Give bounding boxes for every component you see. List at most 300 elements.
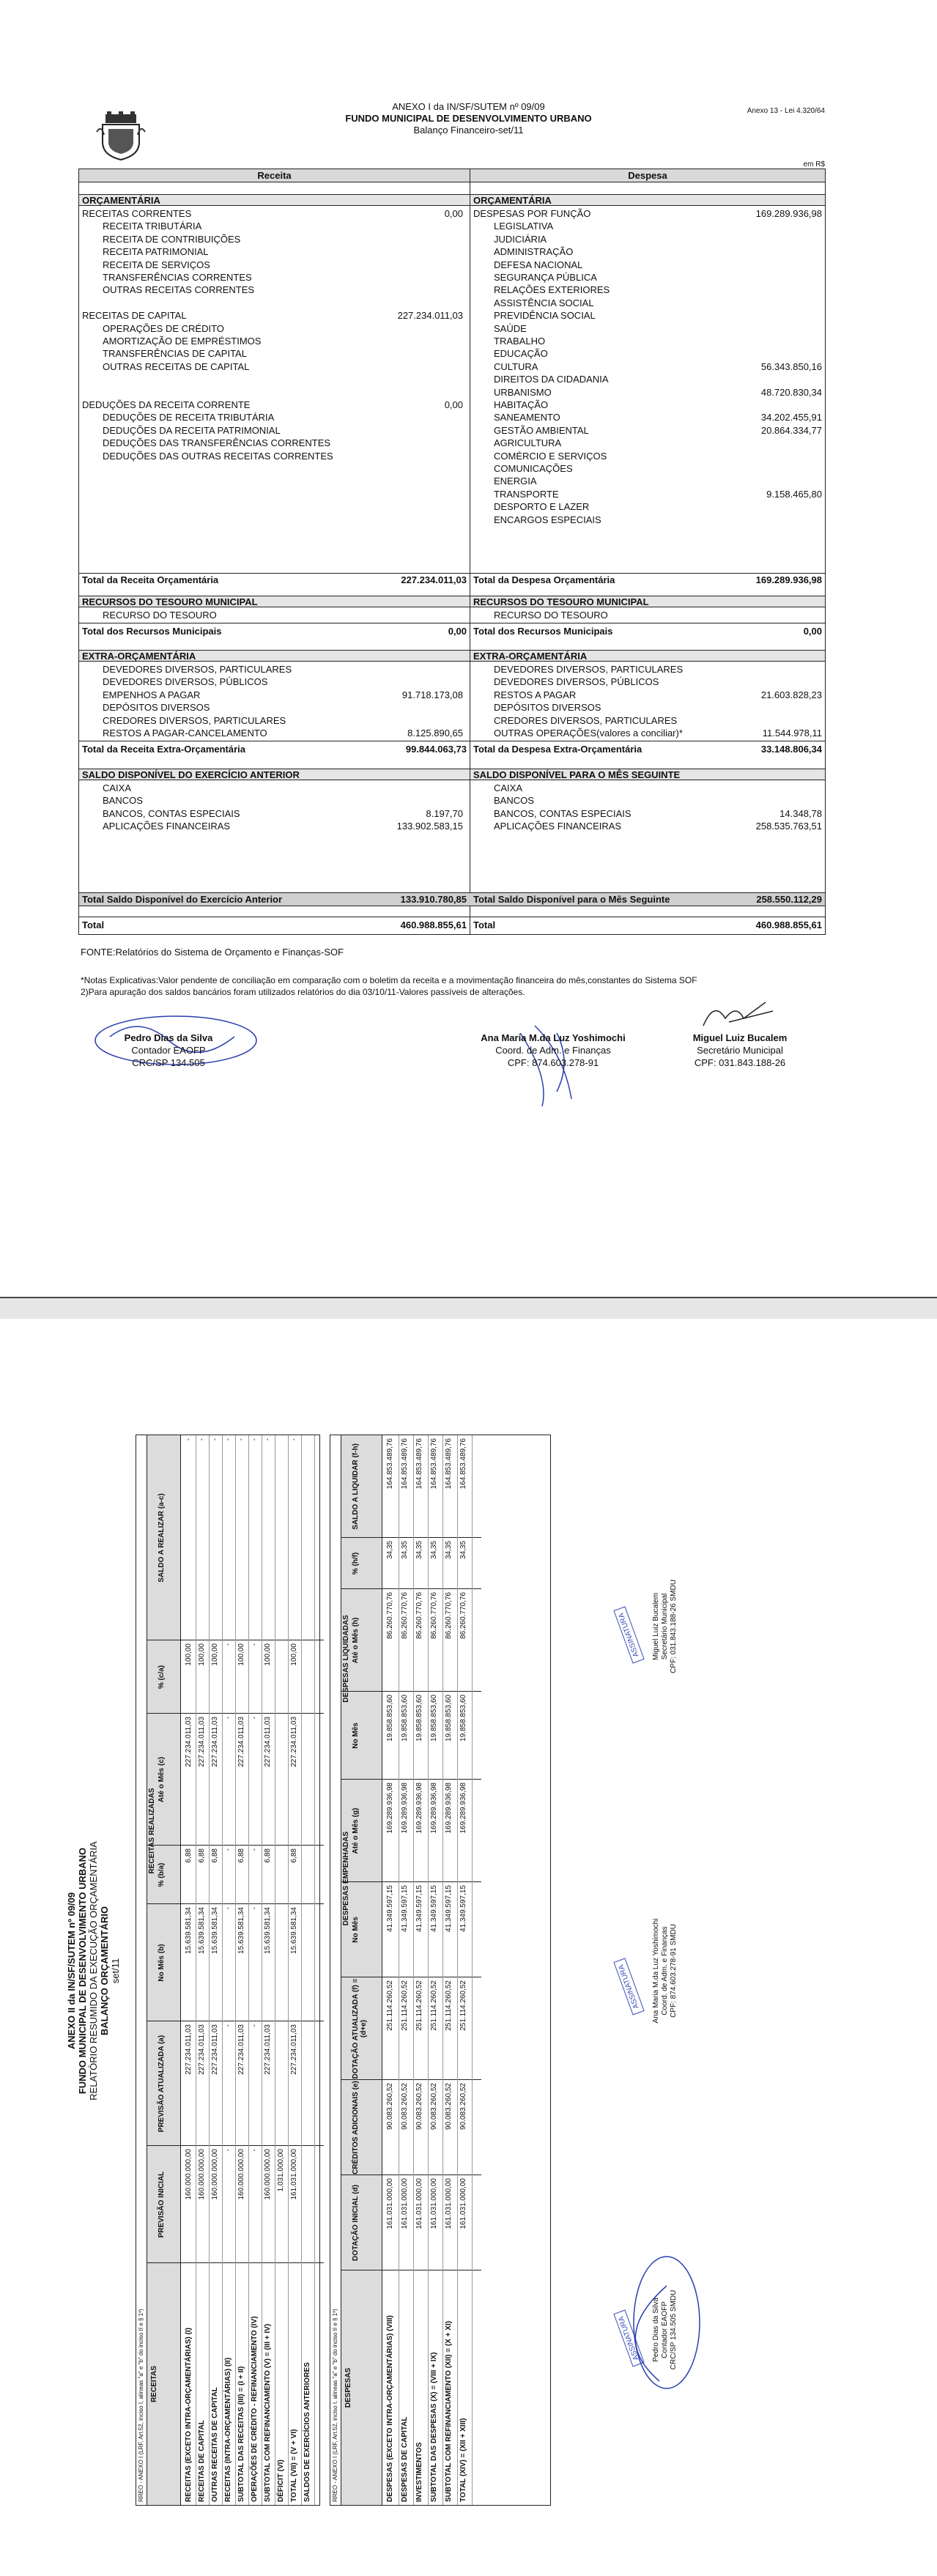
list-item bbox=[473, 322, 822, 335]
total-saldo-anterior bbox=[82, 893, 467, 906]
column-header-receita: Receita bbox=[79, 169, 470, 182]
table-cell: 227.234.011,03 bbox=[237, 1717, 245, 1767]
list-item bbox=[473, 676, 822, 688]
table-cell: 86.260.770,76 bbox=[445, 1592, 453, 1639]
row-label: OPERAÇÕES DE CRÉDITO bbox=[103, 322, 224, 334]
rotated-report bbox=[66, 1429, 872, 2513]
table-row-label: SUBTOTAL DAS DESPESAS (X) = (VIII + IX) bbox=[430, 2352, 438, 2502]
signer-name: Miguel Luiz Bucalem bbox=[692, 1032, 788, 1043]
currency-unit: em R$ bbox=[803, 160, 825, 169]
table-row-label: SUBTOTAL COM REFINANCIAMENTO (XII) = (X + XI) bbox=[445, 2320, 453, 2502]
row-label: OUTRAS OPERAÇÕES(valores a conciliar)* bbox=[494, 728, 683, 739]
column-header: Até o Mês (c) bbox=[158, 1756, 166, 1803]
row-label: BANCOS, CONTAS ESPECIAIS bbox=[494, 807, 632, 819]
total-recursos-left bbox=[82, 625, 467, 637]
total-label: Total Saldo Disponível para o Mês Seguinte bbox=[473, 894, 670, 905]
table-row-label: TOTAL (XIV) = (XII + XIII) bbox=[459, 2418, 467, 2502]
list-item bbox=[82, 245, 463, 258]
table-cell: - bbox=[211, 1438, 219, 1441]
section-saldo-left: SALDO DISPONÍVEL DO EXERCÍCIO ANTERIOR bbox=[79, 769, 470, 780]
row-divider bbox=[457, 1435, 458, 2505]
column-header: No Mês bbox=[352, 1722, 360, 1749]
column-header: CRÉDITOS ADICIONAIS (e) bbox=[352, 2081, 360, 2175]
row-label: RECEITA DE SERVIÇOS bbox=[103, 259, 210, 270]
table-cell: - bbox=[264, 1438, 272, 1441]
row-label: DEDUÇÕES DA RECEITA PATRIMONIAL bbox=[103, 424, 281, 436]
section-tesouro-right: RECURSOS DO TESOURO MUNICIPAL bbox=[470, 596, 825, 607]
row-value: 20.864.334,77 bbox=[760, 424, 822, 436]
list-item bbox=[82, 271, 463, 284]
signer-doc: CRC/SP 134.505 SMDU bbox=[670, 2290, 678, 2370]
list-item bbox=[473, 360, 822, 373]
row-label: LEGISLATIVA bbox=[494, 221, 554, 232]
row-label: CAIXA bbox=[103, 782, 132, 793]
row-label: DEDUÇÕES DA RECEITA CORRENTE bbox=[82, 399, 251, 410]
list-item bbox=[82, 701, 463, 714]
row-label: EDUCAÇÃO bbox=[494, 348, 548, 360]
table-cell: 90.083.260,52 bbox=[415, 2083, 423, 2130]
row-label: APLICAÇÕES FINANCEIRAS bbox=[494, 821, 622, 832]
total-receita-extra bbox=[82, 743, 467, 755]
row-value: 8.125.890,65 bbox=[407, 728, 463, 739]
list-item bbox=[82, 347, 463, 360]
list-item bbox=[82, 437, 463, 449]
table-cell: 164.853.489,76 bbox=[430, 1438, 438, 1489]
table-cell: 34,35 bbox=[401, 1541, 409, 1560]
divider bbox=[180, 1435, 181, 2505]
list-item bbox=[82, 424, 463, 437]
list-item bbox=[82, 714, 463, 727]
signer-role: Secretário Municipal bbox=[697, 1045, 783, 1056]
grand-total-right bbox=[473, 919, 822, 931]
note-1: *Notas Explicativas:Valor pendente de conciliação em comparação com o boletim da receita e a movimentação financeira do mês,constantes do Sistema SOF bbox=[81, 975, 697, 985]
table-cell: 15.639.581,34 bbox=[185, 1907, 193, 1954]
tesouro-item-left: RECURSO DO TESOURO bbox=[103, 610, 217, 621]
table-cell: 19.858.853,60 bbox=[445, 1695, 453, 1742]
total-label: Total bbox=[473, 919, 496, 930]
row-label: COMUNICAÇÕES bbox=[494, 463, 573, 474]
table-cell: - bbox=[251, 1643, 259, 1646]
balance-table bbox=[78, 169, 826, 935]
table-cell: 160.000.000,00 bbox=[211, 2149, 219, 2200]
table-cell: 160.000.000,00 bbox=[264, 2149, 272, 2200]
table-cell: 86.260.770,76 bbox=[430, 1592, 438, 1639]
signature-stamp: ASSINATURA bbox=[613, 1958, 644, 2015]
table-cell: 90.083.260,52 bbox=[445, 2083, 453, 2130]
table-cell: 227.234.011,03 bbox=[198, 1717, 206, 1767]
table-cell: - bbox=[251, 1907, 259, 1910]
table-cell: 227.234.011,03 bbox=[237, 2024, 245, 2075]
row-label: DEDUÇÕES DAS OUTRAS RECEITAS CORRENTES bbox=[103, 450, 333, 462]
column-header: Até o Mês (h) bbox=[352, 1617, 360, 1664]
page2-title bbox=[66, 1429, 121, 2513]
total-label: Total da Receita Orçamentária bbox=[82, 574, 219, 585]
table-cell: 100,00 bbox=[211, 1643, 219, 1666]
total-value: 258.550.112,29 bbox=[756, 894, 822, 905]
total-label: Total da Despesa Orçamentária bbox=[473, 574, 615, 585]
column-header: DOTAÇÃO ATUALIZADA (f) = (d+e) bbox=[352, 1978, 368, 2079]
despesas-execution-table bbox=[330, 1435, 551, 2506]
table-cell: 100,00 bbox=[290, 1643, 298, 1666]
signature-secretary bbox=[663, 1032, 817, 1069]
tesouro-item-right: RECURSO DO TESOURO bbox=[494, 610, 608, 621]
table-cell: 90.083.260,52 bbox=[430, 2083, 438, 2130]
row-label: TRANSFERÊNCIAS DE CAPITAL bbox=[103, 348, 247, 360]
table-row-label: DESPESAS (EXCETO INTRA-ORÇAMENTÁRIAS) (VIII) bbox=[386, 2315, 394, 2502]
list-item bbox=[473, 714, 822, 727]
list-item bbox=[82, 284, 463, 296]
row-value: 11.544.978,11 bbox=[762, 728, 822, 739]
list-item bbox=[473, 411, 822, 423]
source-note: FONTE:Relatórios do Sistema de Orçamento e Finanças-SOF bbox=[81, 947, 344, 958]
row-label: CREDORES DIVERSOS, PARTICULARES bbox=[103, 714, 286, 726]
row-label: SANEAMENTO bbox=[494, 412, 560, 423]
table-cell: - bbox=[251, 1717, 259, 1720]
row-label: SAÚDE bbox=[494, 322, 527, 334]
table-cell: 164.853.489,76 bbox=[445, 1438, 453, 1489]
table-row-label: INVESTIMENTOS bbox=[415, 2442, 423, 2502]
row-value: 21.603.828,23 bbox=[760, 689, 822, 700]
list-item bbox=[473, 663, 822, 676]
row-label: CREDORES DIVERSOS, PARTICULARES bbox=[494, 714, 678, 726]
table-cell: 19.858.853,60 bbox=[459, 1695, 467, 1742]
table-cell: 34,35 bbox=[386, 1541, 394, 1560]
table-cell: 160.000.000,00 bbox=[237, 2149, 245, 2200]
table-cell: 227.234.011,03 bbox=[290, 2024, 298, 2075]
table-cell: 41.349.597,15 bbox=[415, 1885, 423, 1932]
row-value: 48.720.830,34 bbox=[760, 386, 822, 398]
table-cell: 164.853.489,76 bbox=[459, 1438, 467, 1489]
table-cell: - bbox=[251, 1848, 259, 1851]
column-header: DOTAÇÃO INICIAL (d) bbox=[352, 2184, 360, 2262]
table-cell: 227.234.011,03 bbox=[211, 1717, 219, 1767]
page2-report: RELATÓRIO RESUMIDO DA EXECUÇÃO ORÇAMENTÁRIA bbox=[88, 1841, 99, 2101]
column-header: No Mês (b) bbox=[158, 1944, 166, 1982]
row-label: DEFESA NACIONAL bbox=[494, 259, 583, 270]
list-item bbox=[473, 373, 822, 385]
explanatory-notes bbox=[81, 974, 697, 998]
table-row-label: DESPESAS DE CAPITAL bbox=[401, 2416, 409, 2502]
row-label: RECEITAS CORRENTES bbox=[82, 208, 192, 219]
table-cell: - bbox=[224, 2024, 232, 2027]
row-label: ADMINISTRAÇÃO bbox=[494, 246, 574, 258]
table-cell: 100,00 bbox=[264, 1643, 272, 1666]
table-cell: - bbox=[224, 1438, 232, 1441]
signer-doc: CPF: 874.603.278-91 SMDU bbox=[670, 1924, 678, 2018]
row-label: OUTRAS RECEITAS CORRENTES bbox=[103, 284, 255, 296]
table-cell: 6,88 bbox=[264, 1848, 272, 1863]
list-item bbox=[473, 727, 822, 739]
total-value: 227.234.011,03 bbox=[401, 574, 467, 585]
signer-name: Miguel Luiz Bucalem bbox=[652, 1592, 660, 1661]
table-cell: 251.114.260,52 bbox=[415, 1980, 423, 2031]
list-item bbox=[473, 437, 822, 449]
table-cell: 100,00 bbox=[237, 1643, 245, 1666]
table-cell: 41.349.597,15 bbox=[401, 1885, 409, 1932]
row-value: 14.348,78 bbox=[779, 807, 822, 819]
table-cell: 6,88 bbox=[237, 1848, 245, 1863]
table-cell: 86.260.770,76 bbox=[459, 1592, 467, 1639]
signer-role: Coord. de Adm. e Finanças bbox=[661, 1926, 669, 2016]
table-row-label: TOTAL (VII) = (V + VI) bbox=[290, 2429, 298, 2502]
section-tesouro-left: RECURSOS DO TESOURO MUNICIPAL bbox=[79, 596, 470, 607]
row-label: EMPENHOS A PAGAR bbox=[103, 689, 201, 700]
signer-name: Ana Maria M.da Luz Yoshimochi bbox=[481, 1032, 626, 1043]
table-cell: 34,35 bbox=[459, 1541, 467, 1560]
list-item bbox=[473, 794, 822, 807]
table-cell: 251.114.260,52 bbox=[459, 1980, 467, 2031]
receitas-execution-table bbox=[136, 1435, 320, 2506]
table-cell: 90.083.260,52 bbox=[401, 2083, 409, 2130]
list-item bbox=[473, 259, 822, 271]
row-label: ASSISTÊNCIA SOCIAL bbox=[494, 297, 594, 308]
signer-role: Contador EAOFP bbox=[131, 1045, 206, 1056]
table-cell: 86.260.770,76 bbox=[415, 1592, 423, 1639]
total-label: Total da Receita Extra-Orçamentária bbox=[82, 744, 246, 755]
signature-coordinator bbox=[469, 1032, 637, 1069]
row-divider bbox=[248, 1435, 249, 2505]
total-value: 33.148.806,34 bbox=[760, 744, 822, 755]
table-cell: - bbox=[251, 2149, 259, 2152]
table-cell: 160.000.000,00 bbox=[198, 2149, 206, 2200]
table-cell: - bbox=[224, 1907, 232, 1910]
signer-role: Secretário Municipal bbox=[661, 1593, 669, 1660]
column-header: Até o Mês (g) bbox=[352, 1807, 360, 1854]
row-value: 133.902.583,15 bbox=[396, 821, 463, 832]
signer-name: Pedro Dias da Silva bbox=[652, 2298, 660, 2362]
page2-period: set/11 bbox=[110, 1958, 121, 1984]
page2-fund: FUNDO MUNICIPAL DE DESENVOLVIMENTO URBANO bbox=[77, 1847, 88, 2095]
column-header: % (b/a) bbox=[158, 1862, 166, 1887]
row-value: 56.343.850,16 bbox=[760, 360, 822, 372]
signature-stamp: ASSINATURA bbox=[613, 1606, 644, 1663]
list-item bbox=[82, 335, 463, 347]
row-label: DEVEDORES DIVERSOS, PARTICULARES bbox=[103, 664, 292, 675]
row-value: 0,00 bbox=[444, 399, 463, 410]
row-divider bbox=[235, 1435, 236, 2505]
row-divider bbox=[428, 1435, 429, 2505]
table-cell: - bbox=[185, 1438, 193, 1441]
list-item bbox=[82, 676, 463, 688]
row-label: OUTRAS RECEITAS DE CAPITAL bbox=[103, 360, 250, 372]
row-value: 8.197,70 bbox=[426, 807, 463, 819]
column-header: DESPESAS bbox=[344, 2367, 352, 2408]
table-cell: 161.031.000,00 bbox=[290, 2149, 298, 2200]
total-label: Total bbox=[82, 919, 105, 930]
row-label: AGRICULTURA bbox=[494, 437, 562, 449]
row-label: COMÉRCIO E SERVIÇOS bbox=[494, 450, 607, 462]
table-cell: 15.639.581,34 bbox=[264, 1907, 272, 1954]
row-label: ENCARGOS ESPECIAIS bbox=[494, 514, 601, 525]
row-label: DEDUÇÕES DE RECEITA TRIBUTÁRIA bbox=[103, 412, 275, 423]
table-cell: 15.639.581,34 bbox=[198, 1907, 206, 1954]
total-receita-orcamentaria bbox=[82, 574, 467, 586]
table-cell: 251.114.260,52 bbox=[430, 1980, 438, 2031]
table-caption: RREO - ANEXO I (LRF, Art.52, inciso I, alíneas "a" e "b" do inciso II e § 1º) bbox=[138, 2309, 144, 2502]
list-item bbox=[473, 297, 822, 309]
list-item bbox=[82, 220, 463, 232]
table-cell: 6,88 bbox=[185, 1848, 193, 1863]
list-item bbox=[473, 233, 822, 245]
grand-total-left bbox=[82, 919, 467, 931]
list-item bbox=[473, 514, 822, 526]
table-cell: 15.639.581,34 bbox=[290, 1907, 298, 1954]
table-cell: 227.234.011,03 bbox=[264, 2024, 272, 2075]
list-item bbox=[82, 689, 463, 701]
list-item bbox=[473, 220, 822, 232]
list-item bbox=[473, 701, 822, 714]
row-label: HABITAÇÃO bbox=[494, 399, 549, 410]
row-label: AMORTIZAÇÃO DE EMPRÉSTIMOS bbox=[103, 336, 262, 347]
table-row-label: RECEITAS (EXCETO INTRA-ORÇAMENTÁRIAS) (I) bbox=[185, 2328, 193, 2502]
column-header: PREVISÃO INICIAL bbox=[158, 2171, 166, 2238]
annex-reference: Anexo 13 - Lei 4.320/64 bbox=[747, 107, 825, 115]
column-group-header: DESPESAS LIQUIDADAS bbox=[342, 1615, 350, 1703]
column-group-header: RECEITAS REALIZADAS bbox=[148, 1788, 156, 1874]
table-cell: - bbox=[251, 2024, 259, 2027]
table-cell: 1.031.000,00 bbox=[277, 2149, 285, 2192]
table-cell: 19.858.853,60 bbox=[386, 1695, 394, 1742]
table-cell: - bbox=[198, 1438, 206, 1441]
list-item bbox=[82, 386, 463, 399]
table-cell: 161.031.000,00 bbox=[445, 2178, 453, 2229]
list-item bbox=[82, 322, 463, 335]
table-cell: 251.114.260,52 bbox=[401, 1980, 409, 2031]
row-label: CULTURA bbox=[494, 360, 538, 372]
table-cell: 41.349.597,15 bbox=[459, 1885, 467, 1932]
table-cell: 6,88 bbox=[290, 1848, 298, 1863]
row-label: RECEITA PATRIMONIAL bbox=[103, 246, 209, 258]
row-label: URBANISMO bbox=[494, 386, 552, 398]
total-despesa-orcamentaria bbox=[473, 574, 822, 586]
column-header: SALDO A REALIZAR (a-c) bbox=[158, 1493, 166, 1583]
row-label: PREVIDÊNCIA SOCIAL bbox=[494, 310, 596, 322]
list-item bbox=[82, 309, 463, 322]
column-header: PREVISÃO ATUALIZADA (a) bbox=[158, 2035, 166, 2133]
row-label: TRANSPORTE bbox=[494, 488, 559, 500]
row-divider bbox=[314, 1435, 315, 2505]
row-label: RECEITA TRIBUTÁRIA bbox=[103, 221, 202, 232]
total-recursos-right bbox=[473, 625, 822, 637]
row-label: DEPÓSITOS DIVERSOS bbox=[103, 702, 210, 714]
list-item bbox=[473, 500, 822, 513]
table-cell: 227.234.011,03 bbox=[185, 2024, 193, 2075]
list-item bbox=[82, 373, 463, 385]
table-cell: 164.853.489,76 bbox=[401, 1438, 409, 1489]
table-cell: 41.349.597,15 bbox=[386, 1885, 394, 1932]
signer-name: Ana Maria M.da Luz Yoshimochi bbox=[652, 1918, 660, 2024]
table-row-label: DÉFICIT (VI) bbox=[277, 2460, 285, 2502]
table-row-label: SUBTOTAL DAS RECEITAS (III) = (I + II) bbox=[237, 2366, 245, 2502]
row-label: TRABALHO bbox=[494, 336, 546, 347]
list-item bbox=[473, 689, 822, 701]
row-divider bbox=[472, 1435, 473, 2505]
table-cell: - bbox=[224, 1717, 232, 1720]
signer-name: Pedro Dias da Silva bbox=[124, 1032, 213, 1043]
row-label: JUDICIÁRIA bbox=[494, 233, 547, 245]
table-cell: - bbox=[251, 1438, 259, 1441]
table-row-label: RECEITAS (INTRA-ORÇAMENTÁRIAS) (II) bbox=[224, 2357, 232, 2502]
table-cell: 227.234.011,03 bbox=[290, 1717, 298, 1767]
list-item bbox=[82, 259, 463, 271]
row-divider bbox=[442, 1435, 443, 2505]
column-header: RECEITAS bbox=[150, 2366, 158, 2402]
list-item bbox=[473, 820, 822, 832]
page2-annex: ANEXO II da IN/SF/SUTEM nº 09/09 bbox=[66, 1892, 77, 2050]
row-label: DEVEDORES DIVERSOS, PÚBLICOS bbox=[494, 676, 659, 688]
list-item bbox=[473, 245, 822, 258]
total-label: Total dos Recursos Municipais bbox=[82, 626, 222, 637]
section-orcamentaria-right: ORÇAMENTÁRIA bbox=[470, 194, 825, 206]
row-label: DEPÓSITOS DIVERSOS bbox=[494, 702, 601, 714]
table-cell: - bbox=[290, 1438, 298, 1441]
row-label: DEVEDORES DIVERSOS, PÚBLICOS bbox=[103, 676, 268, 688]
row-label: RECEITAS DE CAPITAL bbox=[82, 310, 187, 322]
table-cell: 19.858.853,60 bbox=[415, 1695, 423, 1742]
row-divider bbox=[222, 1435, 223, 2505]
total-despesa-extra bbox=[473, 743, 822, 755]
column-header: SALDO A LIQUIDAR (f-h) bbox=[352, 1443, 360, 1530]
total-label: Total Saldo Disponível do Exercício Anterior bbox=[82, 894, 283, 905]
total-saldo-seguinte bbox=[473, 893, 822, 906]
table-cell: 90.083.260,52 bbox=[386, 2083, 394, 2130]
table-row-label: SALDOS DE EXERCÍCIOS ANTERIORES bbox=[303, 2362, 311, 2502]
list-item bbox=[473, 347, 822, 360]
row-label: ENERGIA bbox=[494, 475, 537, 487]
list-item bbox=[473, 284, 822, 296]
row-value: 9.158.465,80 bbox=[766, 488, 822, 500]
row-label: BANCOS, CONTAS ESPECIAIS bbox=[103, 807, 240, 819]
row-value: 227.234.011,03 bbox=[397, 310, 463, 322]
column-header-despesa: Despesa bbox=[470, 169, 825, 182]
row-label: CAIXA bbox=[494, 782, 523, 793]
table-row-label: OPERAÇÕES DE CRÉDITO - REFINANCIAMENTO (IV) bbox=[251, 2316, 259, 2502]
list-item bbox=[82, 663, 463, 676]
table-cell: 161.031.000,00 bbox=[386, 2178, 394, 2229]
table-cell: 19.858.853,60 bbox=[401, 1695, 409, 1742]
list-item bbox=[82, 207, 463, 220]
total-value: 133.910.780,85 bbox=[400, 894, 467, 905]
signer-role: Contador EAOFP bbox=[661, 2301, 669, 2358]
total-value: 169.289.936,98 bbox=[755, 574, 822, 585]
list-item bbox=[473, 807, 822, 820]
table-cell: 169.289.936,98 bbox=[445, 1783, 453, 1834]
table-cell: 6,88 bbox=[211, 1848, 219, 1863]
table-cell: 169.289.936,98 bbox=[459, 1783, 467, 1834]
signer-doc: CPF: 031.843.188-26 SMDU bbox=[670, 1580, 678, 1673]
list-item bbox=[473, 488, 822, 500]
table-cell: 161.031.000,00 bbox=[430, 2178, 438, 2229]
row-label: RESTOS A PAGAR-CANCELAMENTO bbox=[103, 728, 267, 739]
column-header: % (c/a) bbox=[158, 1665, 166, 1689]
row-divider bbox=[413, 1435, 414, 2505]
row-divider bbox=[209, 1435, 210, 2505]
signer-doc: CPF: 031.843.188-26 bbox=[694, 1057, 786, 1068]
table-cell: 100,00 bbox=[185, 1643, 193, 1666]
list-item bbox=[473, 475, 822, 487]
table-cell: 227.234.011,03 bbox=[198, 2024, 206, 2075]
list-item bbox=[473, 309, 822, 322]
list-item bbox=[82, 727, 463, 739]
row-label: DESPORTO E LAZER bbox=[494, 501, 590, 513]
table-cell: 169.289.936,98 bbox=[386, 1783, 394, 1834]
table-cell: 160.000.000,00 bbox=[185, 2149, 193, 2200]
signature-scribble-icon bbox=[700, 996, 780, 1033]
table-cell: 34,35 bbox=[445, 1541, 453, 1560]
table-cell: 161.031.000,00 bbox=[401, 2178, 409, 2229]
list-item bbox=[82, 360, 463, 373]
table-cell: 41.349.597,15 bbox=[445, 1885, 453, 1932]
